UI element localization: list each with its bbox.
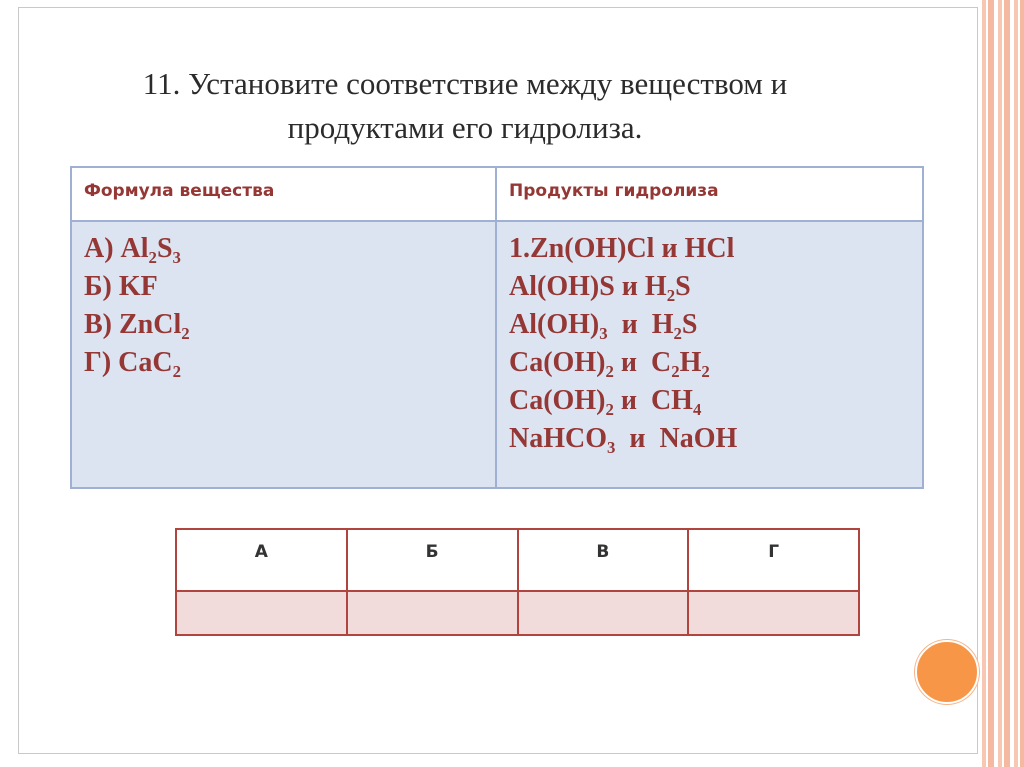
decorative-stripes: [978, 0, 1024, 767]
product-2: Al(OH)S и $H_2S$: [509, 271, 691, 305]
title-line-1: 11. Установите соответствие между веществом и: [142, 66, 788, 101]
matching-table-body: [71, 221, 923, 488]
matching-table: [70, 166, 924, 489]
product-6: NaHCO$_3$ и NaOH: [509, 423, 738, 457]
product-5: $Ca(OH)_2$ и $CH_4$: [509, 385, 702, 419]
answer-cell-b[interactable]: [347, 591, 518, 635]
slide-title: [40, 62, 890, 150]
substance-a: А) $Al_2S_3$: [84, 233, 181, 267]
product-3: $Al(OH)_3$ и $H_2S$: [509, 309, 698, 343]
header-formula: Формула вещества: [71, 167, 496, 221]
substance-b: Б) KF: [84, 271, 158, 302]
answer-row: [176, 591, 859, 635]
product-4: $Ca(OH)_2$ и $C_2H_2$: [509, 347, 710, 381]
matching-table-header: [71, 167, 923, 221]
answer-table-header: [176, 529, 859, 591]
answer-table: [175, 528, 860, 636]
header-products: Продукты гидролиза: [496, 167, 923, 221]
decorative-circle: [915, 640, 979, 704]
product-1: 1.Zn(OH)Cl и HCl: [509, 233, 735, 264]
answer-cell-g[interactable]: [688, 591, 859, 635]
substance-g: Г) CaC$_2$: [84, 347, 181, 381]
substance-v: В) ZnCl$_2$: [84, 309, 190, 343]
answer-header-b: Б: [347, 529, 518, 591]
substances-cell: [71, 221, 496, 488]
answer-cell-a[interactable]: [176, 591, 347, 635]
answer-header-v: В: [518, 529, 689, 591]
answer-cell-v[interactable]: [518, 591, 689, 635]
title-line-2: продуктами его гидролиза.: [287, 110, 643, 145]
answer-header-a: А: [176, 529, 347, 591]
products-cell: [496, 221, 923, 488]
answer-header-g: Г: [688, 529, 859, 591]
